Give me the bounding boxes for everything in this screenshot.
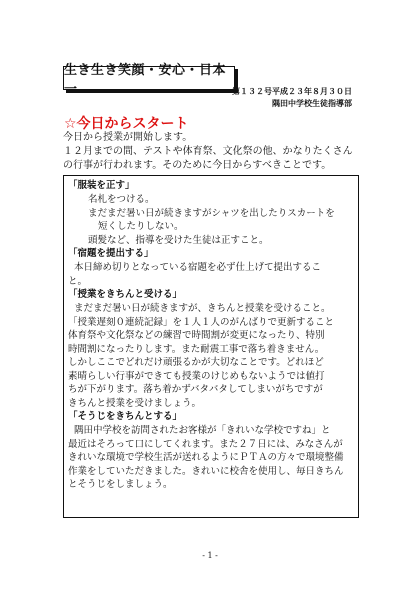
intro-line: 今日から授業が開始します。 [63, 132, 193, 143]
section-line: ちが下がります。落ち着かずバタバタしてしまいがちですが [68, 384, 323, 395]
section-line: 体育祭や文化祭などの練習で時間割が変更になったり、特別 [68, 330, 325, 341]
section-line: 短くしたりしない。 [98, 221, 184, 232]
section-heading: 「そうじをきちんとする」 [68, 411, 183, 422]
section-line: きちんと授業を受けましょう。 [68, 397, 202, 409]
section-line: 素晴らしい行事ができても授業のけじめもないようでは値打 [68, 370, 325, 382]
section-line: 「授業遅刻０連続記録」を１人１人のがんばりで更新すること [68, 316, 335, 328]
section-line: しかしここでどれだけ頑張るかが大切なことです。どれほど [68, 357, 324, 368]
section-line: 作業をしていただきました。きれいに校舎を使用し、毎日きちん [68, 465, 344, 477]
section-line: とそうじをしましょう。 [68, 479, 173, 490]
section-line: 時間割になったりします。また耐震工事で落ち着きません。 [68, 343, 325, 355]
section-line: 隅田中学校を訪問されたお客様が「きれいな学校ですね」と [74, 425, 331, 436]
newsletter-masthead [63, 63, 235, 97]
guidelines-box [63, 175, 359, 518]
section-line: 本日締め切りとなっている宿題を必ず仕上げて提出するこ [74, 262, 322, 273]
section-line: まだまだ暑い日が続きますがシャツを出したりスカートを [88, 207, 335, 219]
page-number: - 1 - [202, 551, 218, 560]
publisher-name: 隅田中学校生徒指導部 [272, 99, 352, 108]
intro-line: １２月までの間、テストや体育祭、文化祭の他、かなりたくさん [63, 146, 353, 157]
section-heading: 「授業をきちんと受ける」 [68, 289, 183, 300]
issue-date-line: 第１３２号平成２３年８月３０日 [232, 87, 352, 96]
section-line: 名札をつける。 [88, 194, 155, 205]
section-heading: 「服装を正す」 [68, 180, 135, 191]
intro-paragraph [63, 131, 363, 173]
section-heading: 「宿題を提出する」 [68, 248, 154, 259]
section-line: まだまだ暑い日が続きますが、きちんと授業を受けること。 [74, 303, 331, 314]
section-line: 頭髪など、指導を受けた生徒は正すこと。 [88, 234, 269, 246]
section-line: 最近はそろって口にしてくれます。また２７日には、みなさんが [68, 438, 343, 450]
section-line: きれいな環境で学校生活が送れるようにＰＴＡの方々で環境整備 [68, 452, 344, 463]
section-line: と。 [68, 275, 88, 287]
section-title: ☆今日からスタート [64, 116, 189, 132]
guidelines-content [64, 176, 358, 492]
intro-line: の行事が行われます。そのために今日からすべきことです。 [63, 160, 332, 171]
masthead-title: 生き生き笑顔・安心・日本一 [64, 63, 227, 97]
